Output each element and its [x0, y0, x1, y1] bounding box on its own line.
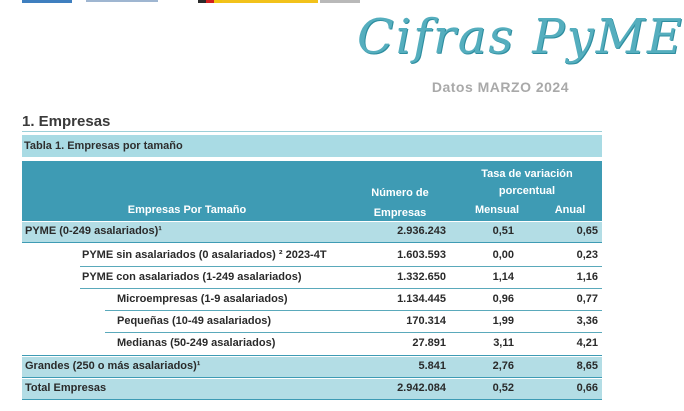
row-mensual: 3,11 [493, 337, 514, 349]
header-numero [359, 183, 441, 223]
table-header [22, 161, 602, 221]
row-numero: 2.936.243 [397, 225, 446, 237]
header-tasa-line1: Tasa de variación [481, 168, 573, 180]
header-tasa-line2: porcentual [498, 185, 556, 197]
header-numero-line1: Número de [371, 187, 429, 199]
table-row-microempresas [22, 290, 602, 310]
table-row-grandes [22, 357, 602, 377]
table-row-pyme [22, 222, 602, 242]
row-numero: 1.134.445 [397, 293, 446, 305]
row-divider [22, 377, 602, 378]
row-numero: 27.891 [412, 337, 446, 349]
row-label: Medianas (50-249 asalariados) [117, 337, 276, 349]
header-numero-line2: Empresas [373, 207, 427, 219]
row-anual: 1,16 [576, 271, 598, 283]
row-anual: 0,77 [576, 293, 598, 305]
top-logo-strip-yellow [222, 0, 318, 3]
row-label: PYME con asalariados (1-249 asalariados) [82, 271, 302, 283]
row-label: Total Empresas [25, 382, 107, 394]
section-title: 1. Empresas [22, 113, 111, 130]
row-label: PYME (0-249 asalariados)¹ [25, 225, 162, 237]
flag-strip [198, 0, 222, 3]
header-mensual: Mensual [474, 204, 519, 216]
top-logo-strip-small [86, 0, 158, 2]
row-label: Grandes (250 o más asalariados)¹ [25, 360, 201, 372]
row-divider [80, 288, 602, 289]
row-anual: 0,65 [576, 225, 598, 237]
row-anual: 8,65 [576, 360, 598, 372]
table-row-medianas [22, 334, 602, 354]
row-numero: 1.332.650 [397, 271, 446, 283]
row-mensual: 1,99 [492, 315, 514, 327]
row-divider [22, 242, 602, 243]
row-mensual: 0,51 [492, 225, 514, 237]
row-mensual: 0,00 [492, 249, 514, 261]
row-divider [105, 332, 602, 333]
top-logo-strip [22, 0, 72, 3]
row-label: Pequeñas (10-49 asalariados) [117, 315, 272, 327]
row-label: PYME sin asalariados (0 asalariados) ² 2023-4T [82, 249, 327, 261]
row-anual: 4,21 [576, 337, 598, 349]
table-bottom-rule [22, 399, 602, 400]
report-date: Datos MARZO 2024 [431, 79, 569, 95]
top-logo-strip-grey [320, 0, 360, 3]
header-empresas: Empresas Por Tamaño [127, 204, 247, 216]
row-numero: 2.942.084 [397, 382, 446, 394]
row-mensual: 1,14 [492, 271, 514, 283]
row-numero: 5.841 [418, 360, 446, 372]
row-numero: 1.603.593 [397, 249, 446, 261]
row-mensual: 2,76 [492, 360, 514, 372]
row-label: Microempresas (1-9 asalariados) [117, 293, 288, 305]
row-mensual: 0,96 [492, 293, 514, 305]
cifras-pyme-logo: Cifras PyME [357, 9, 684, 65]
row-anual: 0,66 [576, 382, 598, 394]
table-title: Tabla 1. Empresas por tamaño [22, 135, 602, 157]
row-anual: 3,36 [576, 315, 598, 327]
table-row-pyme-sin-asalariados [22, 246, 602, 266]
header-tasa [462, 166, 592, 200]
table-row-pequenas [22, 312, 602, 332]
row-mensual: 0,52 [492, 382, 514, 394]
row-numero: 170.314 [406, 315, 446, 327]
table-row-total [22, 379, 602, 399]
row-divider [22, 355, 602, 356]
header-anual: Anual [554, 204, 586, 216]
row-divider [105, 310, 602, 311]
row-divider [80, 266, 602, 267]
section-divider [22, 131, 602, 132]
table-row-pyme-con-asalariados [22, 268, 602, 288]
row-anual: 0,23 [576, 249, 598, 261]
